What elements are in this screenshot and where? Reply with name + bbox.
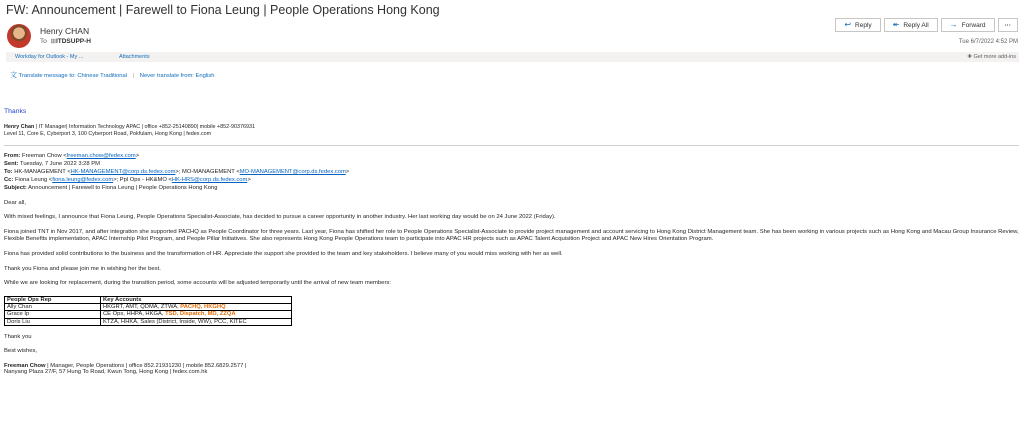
translate-bar <box>10 70 215 80</box>
thank-you-text: Thank you <box>4 333 32 340</box>
paragraph-4: Thank you Fiona and please join me in wishing her the best. <box>4 265 161 272</box>
sig1-address: Level 11, Core E, Cyberport 3, 100 Cyberport Road, Pokfulam, Hong Kong | fedex.com <box>4 130 212 137</box>
sig2-address: Nanyang Plaza 27/F, 57 Hung To Road, Kwun Tong, Hong Kong | fedex.com.hk <box>4 369 208 376</box>
sig1-details: | IT Manager| Information Technology APAC | office +852-25140890| mobile +852-90376931 <box>34 124 255 131</box>
sent-label: Sent: <box>4 161 19 168</box>
sig2-name: Freeman Chow <box>4 362 46 369</box>
table-header-row <box>5 296 292 303</box>
cc-end: > <box>247 177 251 184</box>
table-row <box>5 311 292 318</box>
greeting: Dear all, <box>4 199 26 206</box>
sent-date: Tue 6/7/2022 4:52 PM <box>958 39 1018 45</box>
paragraph-5: While we are looking for replacement, during the transition period, some accounts will be adjusted temporarily until the arrival of new team members: <box>4 280 392 287</box>
from-line <box>4 152 1019 160</box>
from-label: From: <box>4 153 21 160</box>
reply-all-button[interactable] <box>884 18 938 32</box>
to-value-1: HK-MANAGEMENT < <box>12 169 71 176</box>
subject-line <box>4 184 1019 192</box>
more-actions-button[interactable]: ··· <box>998 18 1019 32</box>
to-line <box>4 168 1019 176</box>
accounts-plain: HKGRT, AMT, QDMA, ZTWA, <box>103 304 181 311</box>
message-body <box>4 108 1019 376</box>
get-more-addins-link[interactable] <box>967 54 1016 60</box>
to-email-link-1[interactable]: HK-MANAGEMENT@corp.ds.fedex.com <box>70 169 176 176</box>
accounts-cell <box>101 311 292 318</box>
reply-all-icon: ↞ <box>892 20 900 29</box>
table-row <box>5 304 292 311</box>
sent-value: Tuesday, 7 June 2022 3:28 PM <box>18 161 100 168</box>
message-actions <box>835 18 1018 32</box>
to-end: > <box>345 169 350 176</box>
reply-all-label: Reply All <box>903 21 929 29</box>
best-wishes-text: Best wishes, <box>4 348 38 355</box>
accounts-table <box>4 296 292 327</box>
plus-icon: ✚ <box>967 54 974 60</box>
from-email-link[interactable]: freeman.chow@fedex.com <box>66 153 136 160</box>
reply-icon: ↩ <box>844 20 852 29</box>
column-header-rep: People Ops Rep <box>5 296 101 303</box>
thanks-text: Thanks <box>4 108 27 115</box>
email-subject: FW: Announcement | Farewell to Fiona Leung | People Operations Hong Kong <box>6 3 440 17</box>
attachments-link[interactable]: Attachments <box>119 54 150 60</box>
cc-label: Cc: <box>4 177 14 184</box>
cc-email-link-2[interactable]: HK-HRS@corp.ds.fedex.com <box>171 177 248 184</box>
divider <box>4 145 1019 146</box>
forward-icon: → <box>949 20 958 29</box>
accounts-plain: CE Ops, HHPA, HKGA, <box>103 311 166 318</box>
sender-avatar[interactable] <box>7 24 31 48</box>
sender-name[interactable]: Henry CHAN <box>40 26 90 36</box>
accounts-cell <box>101 318 292 325</box>
sent-line <box>4 160 1019 168</box>
accounts-highlight: TSD, Dispatch, MD, ZZQA <box>165 311 236 318</box>
to-label: To <box>40 38 47 45</box>
paragraph-3: Fiona has provided solid contributions to the business and the transformation of HR. Appreciate the support she provided to the team and key stakeholders. I believe many of you would miss working with her as well. <box>4 251 563 258</box>
to-value-2: >; MO-MANAGEMENT < <box>175 169 240 176</box>
table-row <box>5 318 292 325</box>
accounts-cell <box>101 304 292 311</box>
forwarder-signature <box>4 124 1019 137</box>
translate-icon: 文 <box>10 72 17 79</box>
cc-email-link-1[interactable]: fiona.leung@fedex.com <box>52 177 114 184</box>
accounts-highlight: PACHQ, HKGHQ <box>180 304 226 311</box>
paragraph-2: Fiona joined TNT in Nov 2017, and after integration she supported PACHQ as People Coordinator for three years. Last year, Fiona has shifted her role to People Operations Specialist-Associate to provide project management and account servicing to Hong Kong District Management team. She has been working in various projects such as Hong Kong and Macau Group Insurance Review, Flexible Benefits implementation, APAC Internship Pilot Program, and People Pillar Initiatives. She also represents Hong Kong People Operations team to participate into APAC HR projects such as APAC Talent Acquisition Project and APAC New Hires Orientation Program. <box>4 229 1019 243</box>
author-signature <box>4 363 1019 377</box>
reply-button[interactable] <box>835 18 880 32</box>
subject-value: Announcement | Farewell to Fiona Leung | People Operations Hong Kong <box>26 185 218 192</box>
sig1-name: Henry Chan <box>4 124 35 131</box>
from-end: > <box>135 153 140 160</box>
workday-addin-link[interactable]: Workday for Outlook - My ... <box>15 54 84 60</box>
forward-label: Forward <box>961 21 986 29</box>
to-email-link-2[interactable]: MO-MANAGEMENT@corp.ds.fedex.com <box>239 169 346 176</box>
to-line-label: To: <box>4 169 13 176</box>
rep-cell: Grace Ip <box>5 311 101 318</box>
from-value: Freeman Chow < <box>20 153 67 160</box>
paragraph-1: With mixed feelings, I announce that Fiona Leung, People Operations Specialist-Associate, has decided to pursue a career opportunity in another industry. Her last working day would be on 24 June 2022 (Friday). <box>4 214 556 221</box>
subject-label: Subject: <box>4 185 27 192</box>
sig2-details: | Manager, People Operations | office 852.21931230 | mobile 852.6829.2577 | <box>45 362 247 369</box>
column-header-accounts: Key Accounts <box>101 296 292 303</box>
rep-cell: Ally Chan <box>5 304 101 311</box>
never-translate-link[interactable]: Never translate from: English <box>139 73 215 79</box>
accounts-plain: KTZA, HHKA, Sales (District, Inside, WW), PCC, KITEC <box>103 318 247 325</box>
reply-label: Reply <box>855 21 872 29</box>
addin-bar <box>6 52 1019 62</box>
forward-button[interactable] <box>941 18 995 32</box>
rep-cell: Doris Liu <box>5 318 101 325</box>
translate-message-link[interactable]: Translate message to: Chinese Traditional <box>18 73 127 79</box>
cc-value-2: >; Ppl Ops - HK&MO < <box>113 177 172 184</box>
translate-separator: | <box>132 73 135 79</box>
group-icon: ⊞ <box>48 38 56 45</box>
cc-line <box>4 176 1019 184</box>
cc-value-1: Fiona Leung < <box>13 177 53 184</box>
recipient-line <box>40 37 91 45</box>
to-recipient[interactable]: ITDSUPP-H <box>55 38 91 45</box>
get-more-addins-label: Get more add-ins <box>973 54 1016 60</box>
